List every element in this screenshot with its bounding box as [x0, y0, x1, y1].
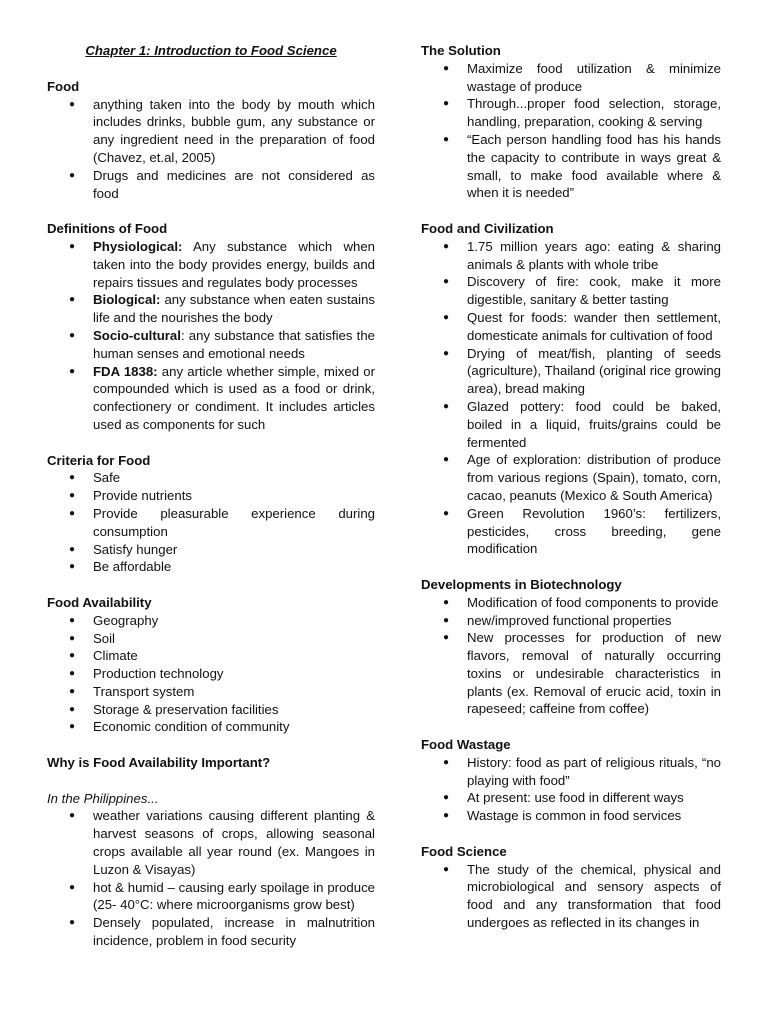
section-heading: Food and Civilization — [421, 220, 554, 236]
list-item — [47, 327, 375, 363]
list-item: ● Modification of food components to provide — [421, 594, 721, 612]
section-why-important — [47, 754, 375, 950]
section-heading: Food Availability — [47, 594, 152, 610]
list-item — [47, 291, 375, 327]
list-item: ● Glazed pottery: food could be baked, boiled in a liquid, fruits/grains could be fermented — [421, 398, 721, 451]
definition-term: Biological: — [93, 292, 161, 308]
section-heading: Food Wastage — [421, 737, 511, 753]
section-heading: The Solution — [421, 43, 501, 58]
definition-text: : any substance that satisfies the human senses and emotional needs — [93, 327, 375, 361]
section-food — [47, 78, 375, 203]
list-item: ● Maximize food utilization & minimize wastage of produce — [421, 60, 721, 96]
definition-text: any substance when eaten sustains life and the nourishes the body — [93, 292, 375, 326]
section-civilization — [421, 220, 721, 558]
list-item: ● Economic condition of community — [47, 718, 375, 736]
list-item: ● 1.75 million years ago: eating & sharing animals & plants with whole tribe — [421, 238, 721, 274]
list-item: ● New processes for production of new flavors, removal of naturally occurring toxins or undesirable characteristics in plants (ex. Removal of erucic acid, toxin in rapeseed; caffeine from coffee) — [421, 629, 721, 718]
bullet-list — [47, 469, 375, 576]
list-item: ● History: food as part of religious rituals, “no playing with food” — [421, 754, 721, 790]
list-item: ● Wastage is common in food services — [421, 807, 721, 825]
definition-term: Socio-cultural — [93, 327, 181, 343]
list-item: ● “Each person handling food has his hands the capacity to contribute in ways great & small, to make food available where & when it is needed” — [421, 131, 721, 202]
bullet-list — [421, 861, 721, 932]
section-definitions — [47, 220, 375, 434]
bullet-list — [47, 238, 375, 434]
bullet-list — [47, 96, 375, 203]
list-item: ● Drugs and medicines are not considered as food — [47, 167, 375, 203]
definition-term: Physiological: — [93, 238, 183, 254]
section-criteria — [47, 452, 375, 577]
list-item: ● anything taken into the body by mouth which includes drinks, bubble gum, any substance or any ingredient need in the preparation of food (Chavez, et.al, 2005) — [47, 96, 375, 167]
section-solution — [421, 42, 721, 202]
bullet-list — [47, 807, 375, 949]
definition-term: FDA 1838: — [93, 363, 158, 379]
list-item: ● Soil — [47, 630, 375, 648]
list-item: ● weather variations causing different planting & harvest seasons of crops, allowing seasonal crops available all year round (ex. Mangoes in Luzon & Visayas) — [47, 807, 375, 878]
list-item: ● Be affordable — [47, 558, 375, 576]
list-item — [47, 363, 375, 434]
list-item: ● Discovery of fire: cook, make it more digestible, sanitary & better tasting — [421, 273, 721, 309]
list-item: ● Storage & preservation facilities — [47, 701, 375, 719]
definition-text: Any substance which when taken into the body provides energy, builds and repairs tissues and regulates body processes — [93, 238, 375, 290]
section-wastage — [421, 736, 721, 825]
list-item: ● Safe — [47, 469, 375, 487]
section-food-science — [421, 843, 721, 932]
list-item: ● Geography — [47, 612, 375, 630]
list-item: ● hot & humid – causing early spoilage in produce (25- 40°C: where microorganisms grow best) — [47, 879, 375, 915]
section-heading: Why is Food Availability Important? — [47, 755, 271, 771]
list-item: ● Climate — [47, 647, 375, 665]
list-item: ● The study of the chemical, physical and microbiological and sensory aspects of food and any transformation that food undergoes as reflected in its changes in — [421, 861, 721, 932]
section-heading: Criteria for Food — [47, 452, 151, 468]
bullet-list — [47, 612, 375, 737]
list-item: ● Age of exploration: distribution of produce from various regions (Spain), tomato, corn, cacao, peanuts (Mexico & South America) — [421, 451, 721, 504]
left-column — [47, 42, 375, 968]
subheading: In the Philippines... — [47, 790, 159, 806]
bullet-list — [421, 238, 721, 558]
section-biotechnology — [421, 576, 721, 718]
bullet-list — [421, 754, 721, 825]
right-column — [421, 42, 721, 950]
bullet-list — [421, 594, 721, 719]
list-item: ● Green Revolution 1960’s: fertilizers, pesticides, cross breeding, gene modification — [421, 505, 721, 558]
list-item — [47, 238, 375, 291]
list-item: ● Through...proper food selection, storage, handling, preparation, cooking & serving — [421, 95, 721, 131]
list-item: ● Drying of meat/fish, planting of seeds (agriculture), Thailand (original rice growing area), bread making — [421, 345, 721, 398]
section-heading: Developments in Biotechnology — [421, 576, 622, 592]
list-item: ● Production technology — [47, 665, 375, 683]
section-heading: Definitions of Food — [47, 221, 168, 237]
definition-text: any article whether simple, mixed or compounded which is used as a food or drink, confectionery or condiment. It includes articles used as components for such — [93, 363, 375, 432]
section-availability — [47, 594, 375, 736]
list-item: ● Transport system — [47, 683, 375, 701]
section-heading: Food Science — [421, 843, 507, 859]
list-item: ● At present: use food in different ways — [421, 789, 721, 807]
list-item: ● Provide nutrients — [47, 487, 375, 505]
list-item: ● Satisfy hunger — [47, 541, 375, 559]
list-item: ● new/improved functional properties — [421, 612, 721, 630]
list-item: ● Densely populated, increase in malnutrition incidence, problem in food security — [47, 914, 375, 950]
list-item: ● Provide pleasurable experience during consumption — [47, 505, 375, 541]
section-heading: Food — [47, 78, 80, 94]
list-item: ● Quest for foods: wander then settlement, domesticate animals for cultivation of food — [421, 309, 721, 345]
chapter-title: Chapter 1: Introduction to Food Science — [85, 43, 337, 58]
bullet-list — [421, 60, 721, 202]
